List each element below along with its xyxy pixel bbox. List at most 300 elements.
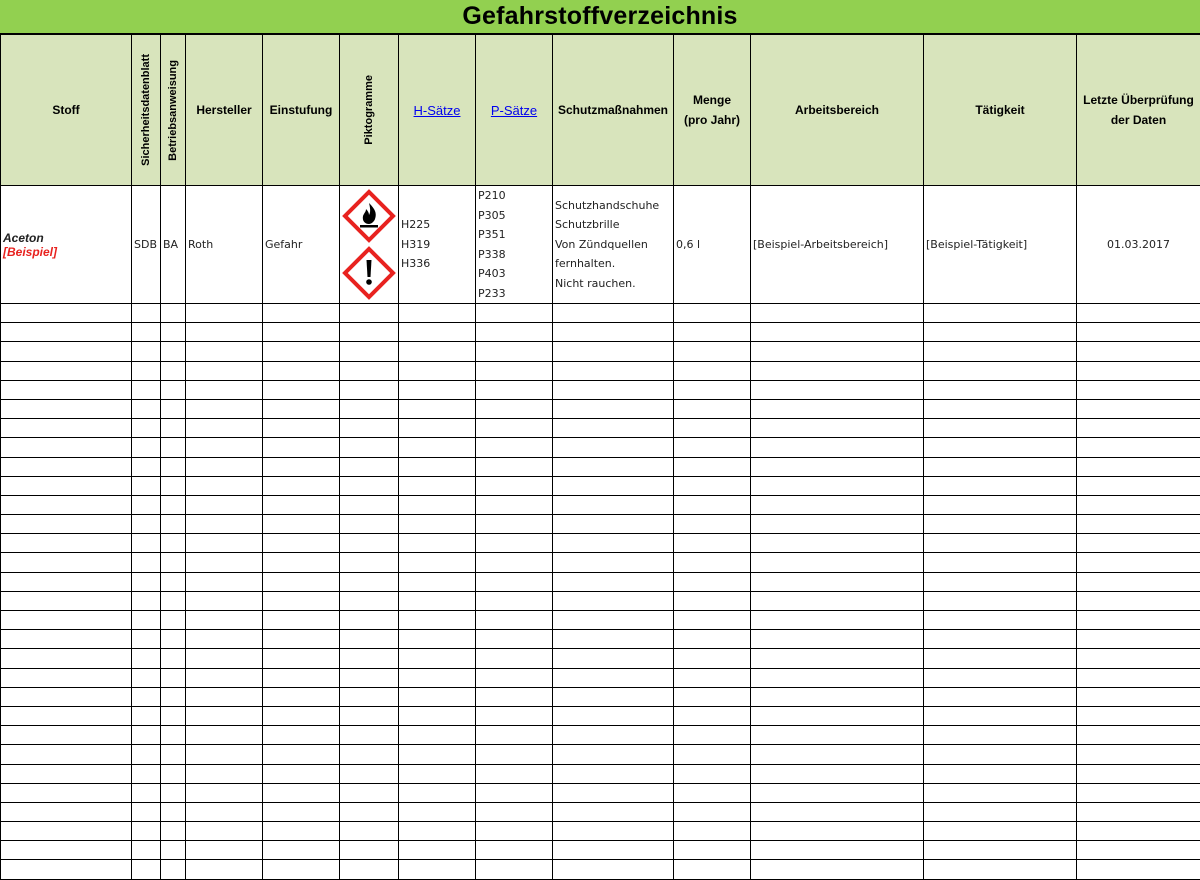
empty-cell[interactable] (1077, 745, 1200, 764)
empty-cell[interactable] (476, 380, 553, 399)
empty-cell[interactable] (186, 706, 263, 725)
empty-cell[interactable] (161, 476, 186, 495)
empty-cell[interactable] (674, 572, 751, 591)
empty-cell[interactable] (132, 399, 161, 418)
empty-cell[interactable] (553, 361, 674, 380)
empty-cell[interactable] (751, 822, 924, 841)
empty-cell[interactable] (1, 534, 132, 553)
empty-cell[interactable] (399, 591, 476, 610)
empty-cell[interactable] (476, 476, 553, 495)
empty-cell[interactable] (340, 419, 399, 438)
cell-taetigkeit[interactable]: [Beispiel-Tätigkeit] (924, 186, 1077, 304)
empty-cell[interactable] (399, 822, 476, 841)
empty-cell[interactable] (476, 572, 553, 591)
empty-cell[interactable] (553, 745, 674, 764)
empty-cell[interactable] (924, 591, 1077, 610)
cell-hersteller[interactable]: Roth (186, 186, 263, 304)
empty-cell[interactable] (924, 572, 1077, 591)
empty-cell[interactable] (1077, 706, 1200, 725)
empty-cell[interactable] (1077, 783, 1200, 802)
empty-cell[interactable] (751, 419, 924, 438)
empty-cell[interactable] (340, 380, 399, 399)
empty-cell[interactable] (161, 687, 186, 706)
empty-cell[interactable] (674, 591, 751, 610)
empty-cell[interactable] (476, 822, 553, 841)
empty-cell[interactable] (186, 323, 263, 342)
empty-cell[interactable] (263, 649, 340, 668)
empty-cell[interactable] (132, 304, 161, 323)
empty-cell[interactable] (553, 534, 674, 553)
empty-cell[interactable] (674, 457, 751, 476)
empty-cell[interactable] (186, 572, 263, 591)
header-h-saetze[interactable] (399, 35, 476, 186)
empty-cell[interactable] (924, 630, 1077, 649)
empty-cell[interactable] (132, 342, 161, 361)
empty-cell[interactable] (399, 304, 476, 323)
empty-cell[interactable] (1077, 553, 1200, 572)
empty-cell[interactable] (132, 611, 161, 630)
empty-cell[interactable] (399, 802, 476, 821)
empty-cell[interactable] (1, 630, 132, 649)
empty-cell[interactable] (1, 380, 132, 399)
empty-cell[interactable] (751, 802, 924, 821)
empty-cell[interactable] (1, 668, 132, 687)
empty-cell[interactable] (340, 534, 399, 553)
empty-cell[interactable] (186, 399, 263, 418)
empty-cell[interactable] (553, 380, 674, 399)
empty-cell[interactable] (340, 572, 399, 591)
empty-cell[interactable] (674, 495, 751, 514)
empty-cell[interactable] (924, 323, 1077, 342)
empty-cell[interactable] (476, 342, 553, 361)
empty-cell[interactable] (161, 553, 186, 572)
cell-einstufung[interactable]: Gefahr (263, 186, 340, 304)
cell-piktogramme[interactable] (340, 186, 399, 304)
empty-cell[interactable] (674, 323, 751, 342)
empty-cell[interactable] (132, 783, 161, 802)
empty-cell[interactable] (1077, 419, 1200, 438)
empty-cell[interactable] (751, 304, 924, 323)
empty-cell[interactable] (263, 438, 340, 457)
empty-cell[interactable] (263, 515, 340, 534)
cell-stoff[interactable] (1, 186, 132, 304)
empty-cell[interactable] (1077, 438, 1200, 457)
cell-menge[interactable]: 0,6 l (674, 186, 751, 304)
empty-cell[interactable] (751, 495, 924, 514)
empty-cell[interactable] (476, 534, 553, 553)
empty-cell[interactable] (1, 572, 132, 591)
empty-cell[interactable] (132, 591, 161, 610)
empty-cell[interactable] (751, 323, 924, 342)
empty-cell[interactable] (1, 495, 132, 514)
empty-cell[interactable] (161, 495, 186, 514)
empty-cell[interactable] (924, 802, 1077, 821)
empty-cell[interactable] (674, 438, 751, 457)
empty-cell[interactable] (399, 438, 476, 457)
empty-cell[interactable] (1, 515, 132, 534)
header-pruefung[interactable]: Letzte Überprüfung der Daten (1077, 35, 1200, 186)
empty-cell[interactable] (476, 457, 553, 476)
empty-cell[interactable] (553, 399, 674, 418)
empty-cell[interactable] (476, 304, 553, 323)
empty-cell[interactable] (674, 553, 751, 572)
empty-cell[interactable] (340, 668, 399, 687)
empty-cell[interactable] (924, 342, 1077, 361)
empty-cell[interactable] (1, 361, 132, 380)
empty-cell[interactable] (674, 802, 751, 821)
empty-cell[interactable] (1077, 399, 1200, 418)
empty-cell[interactable] (161, 515, 186, 534)
cell-schutzmassnahmen[interactable] (553, 186, 674, 304)
empty-cell[interactable] (924, 438, 1077, 457)
empty-cell[interactable] (132, 438, 161, 457)
empty-cell[interactable] (1, 841, 132, 860)
empty-cell[interactable] (674, 764, 751, 783)
header-einstufung[interactable]: Einstufung (263, 35, 340, 186)
h-saetze-link[interactable]: H-Sätze (414, 103, 461, 118)
empty-cell[interactable] (132, 323, 161, 342)
empty-cell[interactable] (1077, 630, 1200, 649)
empty-cell[interactable] (924, 860, 1077, 879)
empty-cell[interactable] (1077, 860, 1200, 879)
empty-cell[interactable] (476, 611, 553, 630)
empty-cell[interactable] (263, 822, 340, 841)
empty-cell[interactable] (674, 304, 751, 323)
empty-cell[interactable] (751, 726, 924, 745)
empty-cell[interactable] (161, 399, 186, 418)
empty-cell[interactable] (476, 764, 553, 783)
empty-cell[interactable] (1, 860, 132, 879)
cell-ba[interactable]: BA (161, 186, 186, 304)
empty-cell[interactable] (161, 342, 186, 361)
empty-cell[interactable] (186, 860, 263, 879)
empty-cell[interactable] (161, 591, 186, 610)
empty-cell[interactable] (1077, 476, 1200, 495)
empty-cell[interactable] (399, 860, 476, 879)
empty-cell[interactable] (399, 380, 476, 399)
empty-cell[interactable] (476, 726, 553, 745)
empty-cell[interactable] (751, 591, 924, 610)
empty-cell[interactable] (674, 399, 751, 418)
empty-cell[interactable] (476, 361, 553, 380)
empty-cell[interactable] (674, 726, 751, 745)
empty-cell[interactable] (186, 726, 263, 745)
empty-cell[interactable] (924, 304, 1077, 323)
empty-cell[interactable] (751, 706, 924, 725)
empty-cell[interactable] (340, 515, 399, 534)
empty-cell[interactable] (340, 399, 399, 418)
empty-cell[interactable] (399, 342, 476, 361)
empty-cell[interactable] (399, 553, 476, 572)
empty-cell[interactable] (553, 591, 674, 610)
empty-cell[interactable] (1, 419, 132, 438)
empty-cell[interactable] (132, 515, 161, 534)
empty-cell[interactable] (161, 534, 186, 553)
empty-cell[interactable] (186, 515, 263, 534)
empty-cell[interactable] (476, 495, 553, 514)
empty-cell[interactable] (553, 649, 674, 668)
empty-cell[interactable] (1, 611, 132, 630)
empty-cell[interactable] (186, 591, 263, 610)
empty-cell[interactable] (751, 745, 924, 764)
empty-cell[interactable] (476, 687, 553, 706)
empty-cell[interactable] (186, 764, 263, 783)
empty-cell[interactable] (161, 706, 186, 725)
empty-cell[interactable] (476, 860, 553, 879)
empty-cell[interactable] (553, 802, 674, 821)
empty-cell[interactable] (1, 476, 132, 495)
empty-cell[interactable] (186, 457, 263, 476)
empty-cell[interactable] (924, 515, 1077, 534)
empty-cell[interactable] (476, 323, 553, 342)
empty-cell[interactable] (263, 802, 340, 821)
empty-cell[interactable] (674, 649, 751, 668)
empty-cell[interactable] (1077, 841, 1200, 860)
empty-cell[interactable] (161, 380, 186, 399)
empty-cell[interactable] (399, 399, 476, 418)
empty-cell[interactable] (1, 438, 132, 457)
empty-cell[interactable] (161, 783, 186, 802)
empty-cell[interactable] (1077, 802, 1200, 821)
empty-cell[interactable] (132, 745, 161, 764)
empty-cell[interactable] (1077, 361, 1200, 380)
empty-cell[interactable] (1, 783, 132, 802)
empty-cell[interactable] (263, 611, 340, 630)
empty-cell[interactable] (553, 687, 674, 706)
empty-cell[interactable] (186, 841, 263, 860)
header-hersteller[interactable]: Hersteller (186, 35, 263, 186)
empty-cell[interactable] (340, 726, 399, 745)
empty-cell[interactable] (553, 495, 674, 514)
empty-cell[interactable] (674, 822, 751, 841)
empty-cell[interactable] (476, 591, 553, 610)
empty-cell[interactable] (186, 380, 263, 399)
empty-cell[interactable] (340, 361, 399, 380)
empty-cell[interactable] (476, 553, 553, 572)
empty-cell[interactable] (340, 649, 399, 668)
header-sdb[interactable]: Sicherheitsdatenblatt (132, 35, 161, 186)
empty-cell[interactable] (399, 706, 476, 725)
empty-cell[interactable] (132, 380, 161, 399)
empty-cell[interactable] (340, 591, 399, 610)
empty-cell[interactable] (1077, 323, 1200, 342)
empty-cell[interactable] (924, 361, 1077, 380)
empty-cell[interactable] (399, 419, 476, 438)
empty-cell[interactable] (1, 342, 132, 361)
empty-cell[interactable] (924, 668, 1077, 687)
empty-cell[interactable] (674, 515, 751, 534)
empty-cell[interactable] (476, 783, 553, 802)
empty-cell[interactable] (751, 553, 924, 572)
header-taetigkeit[interactable]: Tätigkeit (924, 35, 1077, 186)
empty-cell[interactable] (132, 687, 161, 706)
empty-cell[interactable] (161, 304, 186, 323)
empty-cell[interactable] (132, 764, 161, 783)
empty-cell[interactable] (1077, 764, 1200, 783)
empty-cell[interactable] (186, 649, 263, 668)
empty-cell[interactable] (161, 764, 186, 783)
empty-cell[interactable] (476, 668, 553, 687)
empty-cell[interactable] (263, 380, 340, 399)
empty-cell[interactable] (1, 649, 132, 668)
empty-cell[interactable] (751, 630, 924, 649)
empty-cell[interactable] (263, 706, 340, 725)
empty-cell[interactable] (263, 572, 340, 591)
empty-cell[interactable] (924, 457, 1077, 476)
empty-cell[interactable] (263, 745, 340, 764)
empty-cell[interactable] (553, 706, 674, 725)
empty-cell[interactable] (399, 783, 476, 802)
empty-cell[interactable] (553, 438, 674, 457)
empty-cell[interactable] (399, 323, 476, 342)
empty-cell[interactable] (399, 630, 476, 649)
empty-cell[interactable] (1077, 515, 1200, 534)
empty-cell[interactable] (1, 822, 132, 841)
header-menge[interactable]: Menge (pro Jahr) (674, 35, 751, 186)
empty-cell[interactable] (161, 860, 186, 879)
empty-cell[interactable] (263, 726, 340, 745)
empty-cell[interactable] (132, 419, 161, 438)
header-piktogramme[interactable]: Piktogramme (340, 35, 399, 186)
empty-cell[interactable] (924, 745, 1077, 764)
empty-cell[interactable] (1077, 687, 1200, 706)
empty-cell[interactable] (161, 572, 186, 591)
empty-cell[interactable] (751, 687, 924, 706)
empty-cell[interactable] (399, 745, 476, 764)
empty-cell[interactable] (674, 841, 751, 860)
empty-cell[interactable] (161, 841, 186, 860)
empty-cell[interactable] (553, 515, 674, 534)
empty-cell[interactable] (1077, 495, 1200, 514)
empty-cell[interactable] (161, 668, 186, 687)
empty-cell[interactable] (674, 534, 751, 553)
empty-cell[interactable] (476, 649, 553, 668)
empty-cell[interactable] (340, 764, 399, 783)
empty-cell[interactable] (924, 419, 1077, 438)
empty-cell[interactable] (1077, 457, 1200, 476)
empty-cell[interactable] (674, 419, 751, 438)
empty-cell[interactable] (674, 476, 751, 495)
empty-cell[interactable] (751, 457, 924, 476)
empty-cell[interactable] (553, 668, 674, 687)
empty-cell[interactable] (132, 630, 161, 649)
empty-cell[interactable] (263, 591, 340, 610)
empty-cell[interactable] (674, 687, 751, 706)
empty-cell[interactable] (399, 495, 476, 514)
empty-cell[interactable] (340, 553, 399, 572)
empty-cell[interactable] (751, 860, 924, 879)
empty-cell[interactable] (161, 726, 186, 745)
empty-cell[interactable] (751, 515, 924, 534)
empty-cell[interactable] (674, 745, 751, 764)
empty-cell[interactable] (674, 361, 751, 380)
empty-cell[interactable] (340, 860, 399, 879)
empty-cell[interactable] (553, 457, 674, 476)
empty-cell[interactable] (924, 534, 1077, 553)
empty-cell[interactable] (186, 822, 263, 841)
empty-cell[interactable] (553, 553, 674, 572)
empty-cell[interactable] (263, 361, 340, 380)
empty-cell[interactable] (1077, 534, 1200, 553)
empty-cell[interactable] (1, 726, 132, 745)
p-saetze-link[interactable]: P-Sätze (491, 103, 537, 118)
empty-cell[interactable] (751, 380, 924, 399)
empty-cell[interactable] (161, 649, 186, 668)
empty-cell[interactable] (1077, 649, 1200, 668)
empty-cell[interactable] (1, 399, 132, 418)
empty-cell[interactable] (186, 534, 263, 553)
empty-cell[interactable] (263, 304, 340, 323)
empty-cell[interactable] (553, 841, 674, 860)
empty-cell[interactable] (132, 457, 161, 476)
empty-cell[interactable] (924, 649, 1077, 668)
empty-cell[interactable] (132, 802, 161, 821)
empty-cell[interactable] (340, 630, 399, 649)
empty-cell[interactable] (161, 802, 186, 821)
empty-cell[interactable] (1, 802, 132, 821)
empty-cell[interactable] (924, 841, 1077, 860)
empty-cell[interactable] (132, 495, 161, 514)
empty-cell[interactable] (263, 783, 340, 802)
empty-cell[interactable] (161, 361, 186, 380)
empty-cell[interactable] (263, 419, 340, 438)
cell-pruefung[interactable]: 01.03.2017 (1077, 186, 1200, 304)
empty-cell[interactable] (553, 304, 674, 323)
empty-cell[interactable] (340, 457, 399, 476)
empty-cell[interactable] (476, 802, 553, 821)
empty-cell[interactable] (924, 380, 1077, 399)
empty-cell[interactable] (340, 304, 399, 323)
header-schutzmassnahmen[interactable]: Schutzmaßnahmen (553, 35, 674, 186)
empty-cell[interactable] (186, 553, 263, 572)
empty-cell[interactable] (399, 611, 476, 630)
empty-cell[interactable] (132, 534, 161, 553)
empty-cell[interactable] (263, 764, 340, 783)
empty-cell[interactable] (263, 476, 340, 495)
empty-cell[interactable] (399, 687, 476, 706)
empty-cell[interactable] (751, 841, 924, 860)
header-ba[interactable]: Betriebsanweisung (161, 35, 186, 186)
empty-cell[interactable] (186, 783, 263, 802)
empty-cell[interactable] (553, 611, 674, 630)
empty-cell[interactable] (263, 841, 340, 860)
empty-cell[interactable] (399, 764, 476, 783)
empty-cell[interactable] (340, 611, 399, 630)
empty-cell[interactable] (751, 534, 924, 553)
empty-cell[interactable] (263, 687, 340, 706)
empty-cell[interactable] (263, 323, 340, 342)
empty-cell[interactable] (1, 553, 132, 572)
empty-cell[interactable] (263, 495, 340, 514)
empty-cell[interactable] (263, 668, 340, 687)
empty-cell[interactable] (674, 630, 751, 649)
empty-cell[interactable] (1077, 591, 1200, 610)
empty-cell[interactable] (340, 495, 399, 514)
empty-cell[interactable] (751, 438, 924, 457)
empty-cell[interactable] (1, 764, 132, 783)
empty-cell[interactable] (751, 764, 924, 783)
empty-cell[interactable] (340, 323, 399, 342)
empty-cell[interactable] (161, 745, 186, 764)
empty-cell[interactable] (186, 495, 263, 514)
empty-cell[interactable] (186, 342, 263, 361)
empty-cell[interactable] (161, 419, 186, 438)
empty-cell[interactable] (132, 553, 161, 572)
empty-cell[interactable] (186, 687, 263, 706)
empty-cell[interactable] (751, 572, 924, 591)
empty-cell[interactable] (1077, 572, 1200, 591)
empty-cell[interactable] (674, 380, 751, 399)
